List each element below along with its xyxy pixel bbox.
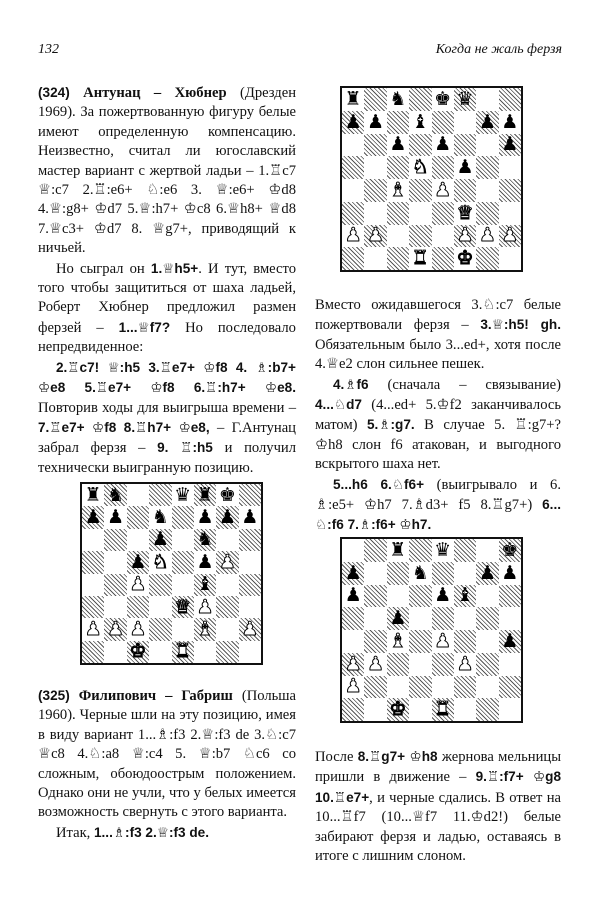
board-square <box>194 596 216 618</box>
board-square <box>149 551 171 573</box>
black-pawn-icon: ♟ <box>389 607 407 630</box>
board-square <box>149 596 171 618</box>
black-bishop-icon: ♝ <box>196 573 214 596</box>
white-pawn-icon: ♟ <box>84 617 102 640</box>
board-square <box>342 202 364 225</box>
board-square <box>432 562 454 585</box>
board-square <box>364 111 386 134</box>
board-square <box>409 698 431 721</box>
board-square <box>364 676 386 699</box>
board-square <box>149 529 171 551</box>
board-square <box>149 506 171 528</box>
board-square <box>476 247 498 270</box>
black-queen-icon: ♛ <box>174 483 192 506</box>
board-square <box>454 225 476 248</box>
board-square <box>454 562 476 585</box>
board-square <box>409 562 431 585</box>
board-square <box>454 630 476 653</box>
black-bishop-icon: ♝ <box>456 584 474 607</box>
board-square <box>499 653 521 676</box>
white-king-icon: ♚ <box>129 640 147 663</box>
black-rook-icon: ♜ <box>389 538 407 561</box>
board-square <box>432 539 454 562</box>
board-square <box>104 484 126 506</box>
board-square <box>364 156 386 179</box>
black-pawn-icon: ♟ <box>434 133 452 156</box>
board-square <box>216 484 238 506</box>
board-square <box>476 134 498 157</box>
white-king-icon: ♚ <box>389 698 407 721</box>
board-square <box>364 179 386 202</box>
board-square <box>409 539 431 562</box>
board-square <box>454 156 476 179</box>
board-square <box>499 156 521 179</box>
black-knight-icon: ♞ <box>151 506 169 529</box>
black-pawn-icon: ♟ <box>344 561 362 584</box>
black-rook-icon: ♜ <box>344 87 362 110</box>
board-square <box>104 506 126 528</box>
black-pawn-icon: ♟ <box>501 629 519 652</box>
board-square <box>387 111 409 134</box>
board-square <box>476 698 498 721</box>
board-square <box>387 539 409 562</box>
board-square <box>194 641 216 663</box>
board-square <box>432 111 454 134</box>
board-square <box>172 618 194 640</box>
board-square <box>364 585 386 608</box>
paragraph: 5...h6 6.♘f6+ (выигрывало и 6. ♗:e5+ ♔h7 7.♗d3+ f5 8.♖g7+) 6... ♘:f6 7.♗:f6+ ♔h7. <box>315 476 561 533</box>
board-square <box>387 179 409 202</box>
board-square <box>499 585 521 608</box>
board-square <box>432 653 454 676</box>
board-square <box>499 607 521 630</box>
black-king-icon: ♚ <box>434 87 452 110</box>
board-square <box>476 88 498 111</box>
board-square <box>364 539 386 562</box>
board-square <box>476 630 498 653</box>
white-knight-icon: ♞ <box>411 156 429 179</box>
board-square <box>387 630 409 653</box>
board-square <box>409 607 431 630</box>
black-pawn-icon: ♟ <box>501 561 519 584</box>
board-square <box>364 630 386 653</box>
board-square <box>364 653 386 676</box>
board-square <box>364 247 386 270</box>
white-pawn-icon: ♟ <box>107 617 125 640</box>
board-square <box>216 641 238 663</box>
board-square <box>342 225 364 248</box>
board-square <box>194 506 216 528</box>
board-square <box>239 529 261 551</box>
board-square <box>216 618 238 640</box>
board-square <box>342 134 364 157</box>
board-square <box>104 529 126 551</box>
board-square <box>239 551 261 573</box>
board-square <box>499 698 521 721</box>
board-square <box>432 88 454 111</box>
board-square <box>409 247 431 270</box>
board-square <box>499 134 521 157</box>
board-square <box>476 225 498 248</box>
board-square <box>82 641 104 663</box>
board-square <box>194 574 216 596</box>
board-square <box>499 111 521 134</box>
board-square <box>387 134 409 157</box>
board-square <box>82 551 104 573</box>
board-square <box>476 676 498 699</box>
board-square <box>172 529 194 551</box>
black-pawn-icon: ♟ <box>107 506 125 529</box>
board-square <box>432 585 454 608</box>
board-square <box>432 134 454 157</box>
black-pawn-icon: ♟ <box>389 133 407 156</box>
board-square <box>342 562 364 585</box>
board-square <box>216 506 238 528</box>
black-pawn-icon: ♟ <box>344 584 362 607</box>
board-square <box>476 202 498 225</box>
board-square <box>499 630 521 653</box>
board-square <box>499 676 521 699</box>
black-pawn-icon: ♟ <box>196 550 214 573</box>
white-pawn-icon: ♟ <box>344 675 362 698</box>
board-square <box>387 247 409 270</box>
board-square <box>454 653 476 676</box>
board-square <box>172 641 194 663</box>
board-square <box>364 134 386 157</box>
board-square <box>476 607 498 630</box>
board-square <box>432 156 454 179</box>
paragraph: (324) Антунац – Хюбнер (Дрезден 1969). За пожертвованную фигуру белые имеют определенную компенсацию. Неизвестно, считал ли югославский мастер вариант с жертвой ладьи – 1.♖c7 ♕:c7 2.♖:e6+ ♘:e6 3. ♕:e6+ ♔d8 4.♕:g8+ ♔d7 5.♕:h7+ ♔c8 6.♕h8+ ♕d8 7.♕c3+ ♔d7 8. ♕g7+, приводящий к ничьей. <box>38 85 297 257</box>
board-square <box>149 618 171 640</box>
black-pawn-icon: ♟ <box>367 110 385 133</box>
board-square <box>104 618 126 640</box>
board-square <box>409 179 431 202</box>
board-square <box>432 698 454 721</box>
black-pawn-icon: ♟ <box>129 550 147 573</box>
board-square <box>409 653 431 676</box>
board-square <box>499 179 521 202</box>
board-square <box>454 539 476 562</box>
white-pawn-icon: ♟ <box>478 224 496 247</box>
board-square <box>82 596 104 618</box>
black-pawn-icon: ♟ <box>478 110 496 133</box>
paragraph: 2.♖c7! ♕:h5 3.♖e7+ ♔f8 4. ♗:b7+ ♔e8 5.♖e7+ ♔f8 6.♖:h7+ ♔e8. Повторив ходы для выигрыша времени – 7.♖e7+ ♔f8 8.♖h7+ ♔e8, – Г.Антунац забрал ферзя – 9. ♖:h5 и получил технически выигранную позицию. <box>38 359 296 476</box>
black-pawn-icon: ♟ <box>196 506 214 529</box>
board-square <box>216 529 238 551</box>
white-queen-icon: ♛ <box>174 595 192 618</box>
white-king-icon: ♚ <box>456 247 474 270</box>
board-square <box>172 574 194 596</box>
board-square <box>454 676 476 699</box>
board-square <box>364 88 386 111</box>
board-square <box>342 156 364 179</box>
board-square <box>342 179 364 202</box>
board-square <box>216 596 238 618</box>
board-square <box>172 484 194 506</box>
board-square <box>454 202 476 225</box>
board-square <box>432 676 454 699</box>
board-square <box>239 506 261 528</box>
board-square <box>476 156 498 179</box>
black-pawn-icon: ♟ <box>84 506 102 529</box>
white-pawn-icon: ♟ <box>367 652 385 675</box>
board-square <box>454 607 476 630</box>
board-square <box>432 225 454 248</box>
board-square <box>476 111 498 134</box>
black-pawn-icon: ♟ <box>478 561 496 584</box>
board-square <box>172 596 194 618</box>
board-square <box>409 134 431 157</box>
board-square <box>127 574 149 596</box>
white-pawn-icon: ♟ <box>344 652 362 675</box>
board-square <box>172 506 194 528</box>
right-column-text-1 <box>315 296 561 536</box>
board-square <box>454 111 476 134</box>
board-square <box>387 156 409 179</box>
board-square <box>239 596 261 618</box>
board-square <box>127 618 149 640</box>
black-pawn-icon: ♟ <box>151 528 169 551</box>
board-square <box>342 247 364 270</box>
board-square <box>454 247 476 270</box>
board-square <box>432 179 454 202</box>
black-rook-icon: ♜ <box>196 483 214 506</box>
white-pawn-icon: ♟ <box>196 595 214 618</box>
running-title: Когда не жаль ферзя <box>435 42 562 57</box>
board-square <box>454 88 476 111</box>
black-pawn-icon: ♟ <box>241 506 259 529</box>
board-square <box>82 618 104 640</box>
board-square <box>476 562 498 585</box>
board-square <box>342 653 364 676</box>
board-square <box>82 506 104 528</box>
paragraph: Итак, 1...♗:f3 2.♕:f3 de. <box>56 824 209 841</box>
board-square <box>82 484 104 506</box>
board-square <box>104 574 126 596</box>
left-column-text-1 <box>38 83 296 478</box>
board-square <box>82 529 104 551</box>
board-square <box>364 698 386 721</box>
white-pawn-icon: ♟ <box>456 652 474 675</box>
paragraph: (325) Филипович – Габриш (Польша 1960). Черные шли на эту позицию, имея в виду вариант 1...♗:f3 2.♕:f3 de 3.♘:c7 ♕c8 4.♘:a8 ♕:c4 5. ♕:b7 ♘c6 со сложным, обоюдоострым положением. Однако они не учли, что у белых имеется возможность свернуть с этого варианта. <box>38 688 297 821</box>
white-queen-icon: ♛ <box>456 201 474 224</box>
board-square <box>432 247 454 270</box>
black-queen-icon: ♛ <box>434 538 452 561</box>
board-square <box>194 484 216 506</box>
board-square <box>387 562 409 585</box>
board-square <box>387 202 409 225</box>
board-square <box>239 641 261 663</box>
board-square <box>432 630 454 653</box>
black-knight-icon: ♞ <box>389 87 407 110</box>
white-pawn-icon: ♟ <box>241 617 259 640</box>
board-square <box>432 202 454 225</box>
board-square <box>127 484 149 506</box>
board-square <box>216 574 238 596</box>
white-rook-icon: ♜ <box>434 698 452 721</box>
page-number: 132 <box>38 42 59 57</box>
white-pawn-icon: ♟ <box>129 617 147 640</box>
board-square <box>499 539 521 562</box>
board-square <box>387 225 409 248</box>
board-square <box>194 618 216 640</box>
board-square <box>82 574 104 596</box>
board-square <box>454 585 476 608</box>
board-square <box>104 551 126 573</box>
black-pawn-icon: ♟ <box>456 156 474 179</box>
paragraph: 4.♗f6 (сначала – связывание) 4...♘d7 (4...ed+ 5.♔f2 заканчивалось матом) 5.♗:g7. В случае 5. ♖:g7+? ♔h8 слон f6 атакован, и выгодного вскрытого шаха нет. <box>315 376 561 473</box>
board-square <box>364 607 386 630</box>
black-knight-icon: ♞ <box>196 528 214 551</box>
white-pawn-icon: ♟ <box>129 573 147 596</box>
chess-diagram-final <box>340 537 523 723</box>
board-square <box>239 574 261 596</box>
left-column-text-2 <box>38 686 296 843</box>
board-square <box>409 585 431 608</box>
board-square <box>476 585 498 608</box>
board-square <box>499 88 521 111</box>
board-square <box>409 225 431 248</box>
board-square <box>409 630 431 653</box>
board-square <box>127 529 149 551</box>
board-square <box>454 134 476 157</box>
board-square <box>194 529 216 551</box>
white-rook-icon: ♜ <box>411 247 429 270</box>
paragraph: Но сыграл он 1.♕h5+. И тут, вместо того чтобы защититься от шаха ладьей, Роберт Хюбнер предложил размен ферзей – 1...♕f7? Но последовало непредвиденное: <box>38 260 296 356</box>
board-square <box>409 88 431 111</box>
black-bishop-icon: ♝ <box>411 110 429 133</box>
board-square <box>409 156 431 179</box>
chess-diagram-325 <box>80 482 263 665</box>
board-square <box>387 585 409 608</box>
board-square <box>499 562 521 585</box>
board-square <box>342 607 364 630</box>
white-knight-icon: ♞ <box>151 550 169 573</box>
board-square <box>104 596 126 618</box>
board-square <box>127 641 149 663</box>
board-square <box>387 676 409 699</box>
board-square <box>342 630 364 653</box>
board-square <box>476 653 498 676</box>
board-square <box>127 551 149 573</box>
board-square <box>342 585 364 608</box>
board-square <box>364 225 386 248</box>
chess-diagram-324 <box>340 86 523 272</box>
black-pawn-icon: ♟ <box>501 133 519 156</box>
board-square <box>409 676 431 699</box>
board-square <box>149 484 171 506</box>
black-knight-icon: ♞ <box>411 561 429 584</box>
board-square <box>476 539 498 562</box>
black-knight-icon: ♞ <box>107 483 125 506</box>
black-king-icon: ♚ <box>501 538 519 561</box>
board-square <box>476 179 498 202</box>
board-square <box>127 506 149 528</box>
board-square <box>149 641 171 663</box>
board-square <box>194 551 216 573</box>
board-square <box>387 698 409 721</box>
board-square <box>342 539 364 562</box>
paragraph: Вместо ожидавшегося 3.♘:c7 белые пожертвовали ферзя – 3.♕:h5! gh. Обязательным было 3...ed+, хотя после 4.♕e2 слон сильнее пешек. <box>315 297 561 373</box>
board-square <box>239 618 261 640</box>
board-square <box>172 551 194 573</box>
white-bishop-icon: ♝ <box>389 178 407 201</box>
white-pawn-icon: ♟ <box>344 224 362 247</box>
board-square <box>499 202 521 225</box>
board-square <box>342 698 364 721</box>
black-king-icon: ♚ <box>218 483 236 506</box>
board-square <box>409 111 431 134</box>
white-pawn-icon: ♟ <box>434 178 452 201</box>
right-column-text-2 <box>315 747 561 866</box>
paragraph: После 8.♖g7+ ♔h8 жернова мельницы пришли в движение – 9.♖:f7+ ♔g8 10.♖e7+, и черные сдались. В ответ на 10...♖f7 (10...♕f7 11.♔d2!) белые забирают ферзя и ладью, оставаясь в итоге с лишним слоном. <box>315 749 562 865</box>
white-pawn-icon: ♟ <box>456 224 474 247</box>
black-pawn-icon: ♟ <box>218 506 236 529</box>
board-square <box>342 111 364 134</box>
black-pawn-icon: ♟ <box>434 584 452 607</box>
board-square <box>342 676 364 699</box>
black-queen-icon: ♛ <box>456 87 474 110</box>
board-square <box>127 596 149 618</box>
board-square <box>216 551 238 573</box>
white-pawn-icon: ♟ <box>501 224 519 247</box>
board-square <box>104 641 126 663</box>
white-pawn-icon: ♟ <box>218 550 236 573</box>
black-pawn-icon: ♟ <box>501 110 519 133</box>
board-square <box>364 562 386 585</box>
white-pawn-icon: ♟ <box>367 224 385 247</box>
board-square <box>499 247 521 270</box>
board-square <box>432 607 454 630</box>
board-square <box>454 698 476 721</box>
white-bishop-icon: ♝ <box>196 617 214 640</box>
board-square <box>454 179 476 202</box>
white-rook-icon: ♜ <box>174 640 192 663</box>
board-square <box>387 88 409 111</box>
white-pawn-icon: ♟ <box>434 629 452 652</box>
board-square <box>239 484 261 506</box>
board-square <box>342 88 364 111</box>
board-square <box>387 607 409 630</box>
board-square <box>499 225 521 248</box>
board-square <box>409 202 431 225</box>
white-bishop-icon: ♝ <box>389 629 407 652</box>
board-square <box>387 653 409 676</box>
board-square <box>364 202 386 225</box>
board-square <box>149 574 171 596</box>
black-rook-icon: ♜ <box>84 483 102 506</box>
black-pawn-icon: ♟ <box>344 110 362 133</box>
